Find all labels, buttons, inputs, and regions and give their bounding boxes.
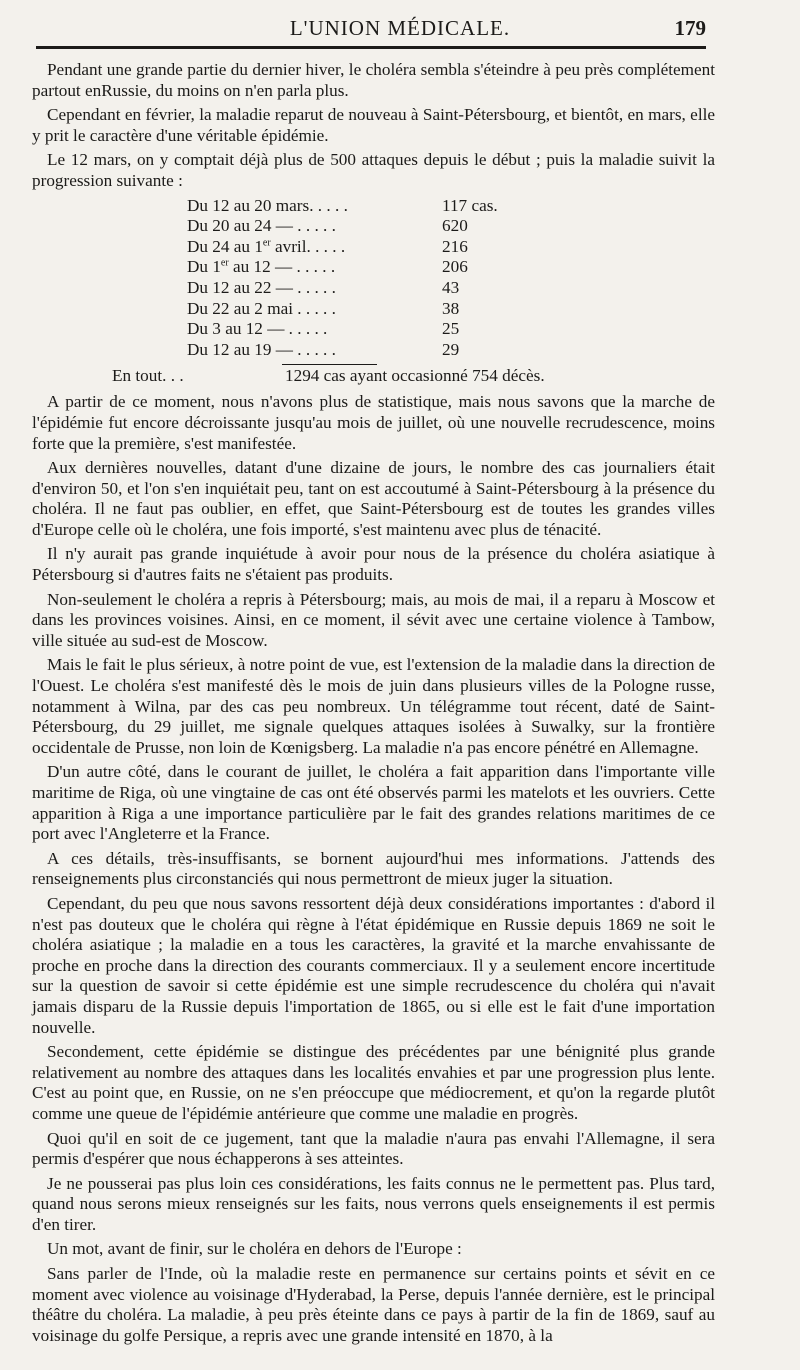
statistics-table	[187, 196, 567, 361]
period-cell: Du 3 au 12 — . . . . .	[187, 319, 328, 339]
paragraph: Aux dernières nouvelles, datant d'une dizaine de jours, le nombre des cas journaliers était d'environ 50, et l'on s'en inquiétait peu, tant on est accoutumé à Saint-Pétersbourg à la présence du choléra. Il ne faut pas oublier, en effet, que Saint-Pétersbourg est de toutes les grandes villes d'Europe celle où le choléra, une fois importé, s'est maintenu avec plus de ténacité.	[32, 458, 715, 539]
table-row	[187, 278, 567, 299]
paragraph: A partir de ce moment, nous n'avons plus de statistique, mais nous savons que la marche de l'épidémie fut encore décroissante jusqu'au mois de juillet, où une nouvelle recrudescence, moins forte que la première, s'est manifestée.	[32, 392, 715, 453]
paragraph: Secondement, cette épidémie se distingue des précédentes par une bénignité plus grande relativement au nombre des attaques dans les localités envahies et par une progression plus lente. C'est au point que, en Russie, on ne s'en préoccupe que médiocrement, et qu'on la regarde plutôt comme une queue de l'épidémie antérieure que comme une maladie en progrès.	[32, 1042, 715, 1123]
page-number: 179	[674, 16, 706, 40]
count-cell: 25	[442, 319, 460, 339]
period-cell: Du 20 au 24 — . . . . .	[187, 216, 336, 236]
table-row	[187, 299, 567, 320]
paragraph: A ces détails, très-insuffisants, se bornent aujourd'hui mes informations. J'attends des renseignements plus circonstanciés qui nous permettront de mieux juger la situation.	[32, 848, 715, 889]
count-cell: 43	[442, 277, 460, 297]
period-cell: Du 12 au 19 — . . . . .	[187, 339, 336, 359]
count-cell: 117 cas.	[442, 195, 498, 215]
count-cell: 206	[442, 257, 468, 277]
table-row	[187, 319, 567, 340]
paragraph: Mais le fait le plus sérieux, à notre point de vue, est l'extension de la maladie dans la direction de l'Ouest. Le choléra s'est manifesté dès le mois de juin dans plusieurs villes de la Pologne russe, notamment à Wilna, par des cas peu nombreux. Un télégramme tout récent, daté de Saint-Pétersbourg, du 29 juillet, me signale quelques attaques isolées à Suwalky, sur la frontière occidentale de Prusse, non loin de Kœnigsberg. La maladie n'a pas encore pénétré en Allemagne.	[32, 655, 715, 757]
header-rule	[36, 46, 706, 49]
count-cell: 38	[442, 298, 460, 318]
table-row	[187, 237, 567, 258]
article-body	[32, 60, 715, 1350]
paragraph: Quoi qu'il en soit de ce jugement, tant que la maladie n'aura pas envahi l'Allemagne, il sera permis d'espérer que nous échapperons à ses atteintes.	[32, 1128, 715, 1169]
paragraph: Le 12 mars, on y comptait déjà plus de 500 attaques depuis le début ; puis la maladie suivit la progression suivante :	[32, 150, 715, 190]
total-row	[112, 366, 715, 388]
period-cell: Du 12 au 22 — . . . . .	[187, 277, 336, 297]
period-cell: Du 22 au 2 mai . . . . .	[187, 298, 336, 318]
total-value: 1294 cas ayant occasionné 754 décès.	[285, 366, 545, 386]
count-cell: 216	[442, 236, 468, 256]
paragraph: Un mot, avant de finir, sur le choléra en dehors de l'Europe :	[47, 1239, 462, 1259]
paragraph: D'un autre côté, dans le courant de juillet, le choléra a fait apparition dans l'importante ville maritime de Riga, où une vingtaine de cas ont été observés parmi les matelots et les ouvriers. Cette apparition à Riga a une importance particulière par le fait des grandes relations maritimes de ce port avec l'Angleterre et la France.	[32, 762, 715, 844]
paragraph: Pendant une grande partie du dernier hiver, le choléra sembla s'éteindre à peu près complétement partout enRussie, du moins on n'en parla plus.	[32, 60, 715, 100]
paragraph: Cependant, du peu que nous savons ressortent déjà deux considérations importantes : d'abord il n'est pas douteux que le choléra qui règne à l'état épidémique en Russie depuis 1869 ne soit le choléra asiatique ; la maladie en a tous les caractères, la gravité et la marche envahissante de proche en proche dans la direction des courants commerciaux. Il y a seulement encore incertitude sur la question de savoir si cette épidémie est une simple recrudescence du choléra qui n'avait jamais disparu de la Russie depuis l'importation de 1865, ou si elle est le fait d'une importation nouvelle.	[32, 893, 715, 1037]
paragraph: Non-seulement le choléra a repris à Pétersbourg; mais, au mois de mai, il a reparu à Moscow et dans les provinces voisines. Ainsi, en ce moment, il sévit avec une certaine violence à Tambow, ville située au sud-est de Moscow.	[32, 589, 715, 650]
journal-title: L'UNION MÉDICALE.	[289, 16, 511, 40]
table-row	[187, 340, 567, 361]
table-row	[187, 216, 567, 237]
table-row	[187, 196, 567, 217]
paragraph: Je ne pousserai pas plus loin ces considérations, les faits connus ne le permettent pas. Plus tard, quand nous serons mieux renseignés sur les faits, nous verrons quels enseignements il est permis d'en tirer.	[32, 1173, 715, 1234]
period-cell: Du 12 au 20 mars. . . . .	[187, 195, 348, 215]
paragraph: Sans parler de l'Inde, où la maladie reste en permanence sur certains points et sévit en ce moment avec violence au voisinage d'Hyderabad, la Perse, depuis l'année dernière, est le principal théâtre du choléra. La maladie, à peu près éteinte dans ce pays à partir de la fin de 1869, sauf au voisinage du golfe Persique, a repris avec une grande intensité en 1870, à la	[32, 1264, 715, 1345]
count-cell: 29	[442, 339, 460, 359]
paragraph: Cependant en février, la maladie reparut de nouveau à Saint-Pétersbourg, et bientôt, en mars, elle y prit le caractère d'une véritable épidémie.	[32, 105, 715, 145]
sum-rule	[282, 364, 377, 365]
count-cell: 620	[442, 216, 468, 236]
running-header	[0, 14, 800, 44]
table-row	[187, 257, 567, 278]
paragraph: Il n'y aurait pas grande inquiétude à avoir pour nous de la présence du choléra asiatique à Pétersbourg si d'autres faits ne s'étaient pas produits.	[32, 544, 715, 585]
period-cell: Du 24 au 1er avril. . . . .	[187, 236, 346, 256]
total-label: En tout. . .	[112, 366, 184, 386]
period-cell: Du 1er au 12 — . . . . .	[187, 257, 336, 277]
